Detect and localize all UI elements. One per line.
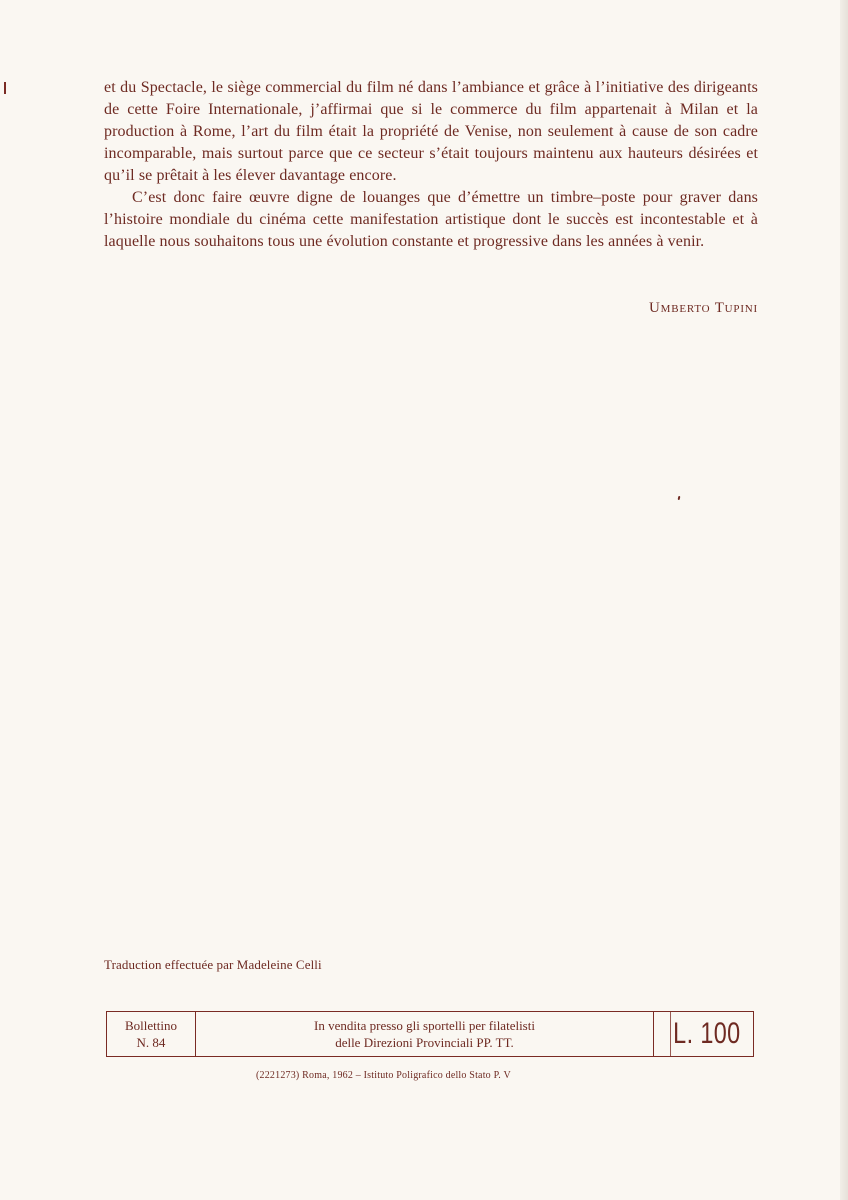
printer-colophon: (2221273) Roma, 1962 – Istituto Poligrafico dello Stato P. V bbox=[256, 1070, 511, 1081]
page-edge-shadow bbox=[840, 0, 848, 1200]
sale-line-1: In vendita presso gli sportelli per filatelisti bbox=[314, 1018, 535, 1033]
article-paragraph-1: et du Spectacle, le siège commercial du film né dans l’ambiance et grâce à l’initiative des dirigeants de cette Foire Internationale, j’affirmai que si le commerce du film appartenait à Milan et la production à Rome, l’art du film était la propriété de Venise, non seulement à cause de son cadre incomparable, mais surtout parce que ce secteur s’était toujours maintenu aux hauteurs désirées et qu’il se prêtait à les élever davantage encore. bbox=[104, 79, 758, 184]
article-paragraph-2: C’est donc faire œuvre digne de louanges que d’émettre un timbre–poste pour graver dans l’histoire mondiale du cinéma cette manifestation artistique dont le succès est incontestable et à laquelle nous souhaitons tous une évolution constante et progressive dans les années à venir. bbox=[104, 189, 758, 250]
ink-speck bbox=[678, 496, 681, 500]
bulletin-number: N. 84 bbox=[136, 1035, 166, 1050]
article-body bbox=[104, 77, 758, 253]
sale-info bbox=[196, 1012, 654, 1056]
translation-credit: Traduction effectuée par Madeleine Celli bbox=[104, 957, 322, 972]
bulletin-label: Bollettino bbox=[125, 1018, 177, 1033]
bulletin-footer-box bbox=[106, 1011, 754, 1057]
margin-mark bbox=[4, 82, 6, 94]
bulletin-id bbox=[107, 1012, 196, 1056]
author-signature: Umberto Tupini bbox=[649, 300, 758, 316]
price-label: L. 100 bbox=[670, 1012, 743, 1056]
sale-line-2: delle Direzioni Provinciali PP. TT. bbox=[335, 1035, 514, 1050]
